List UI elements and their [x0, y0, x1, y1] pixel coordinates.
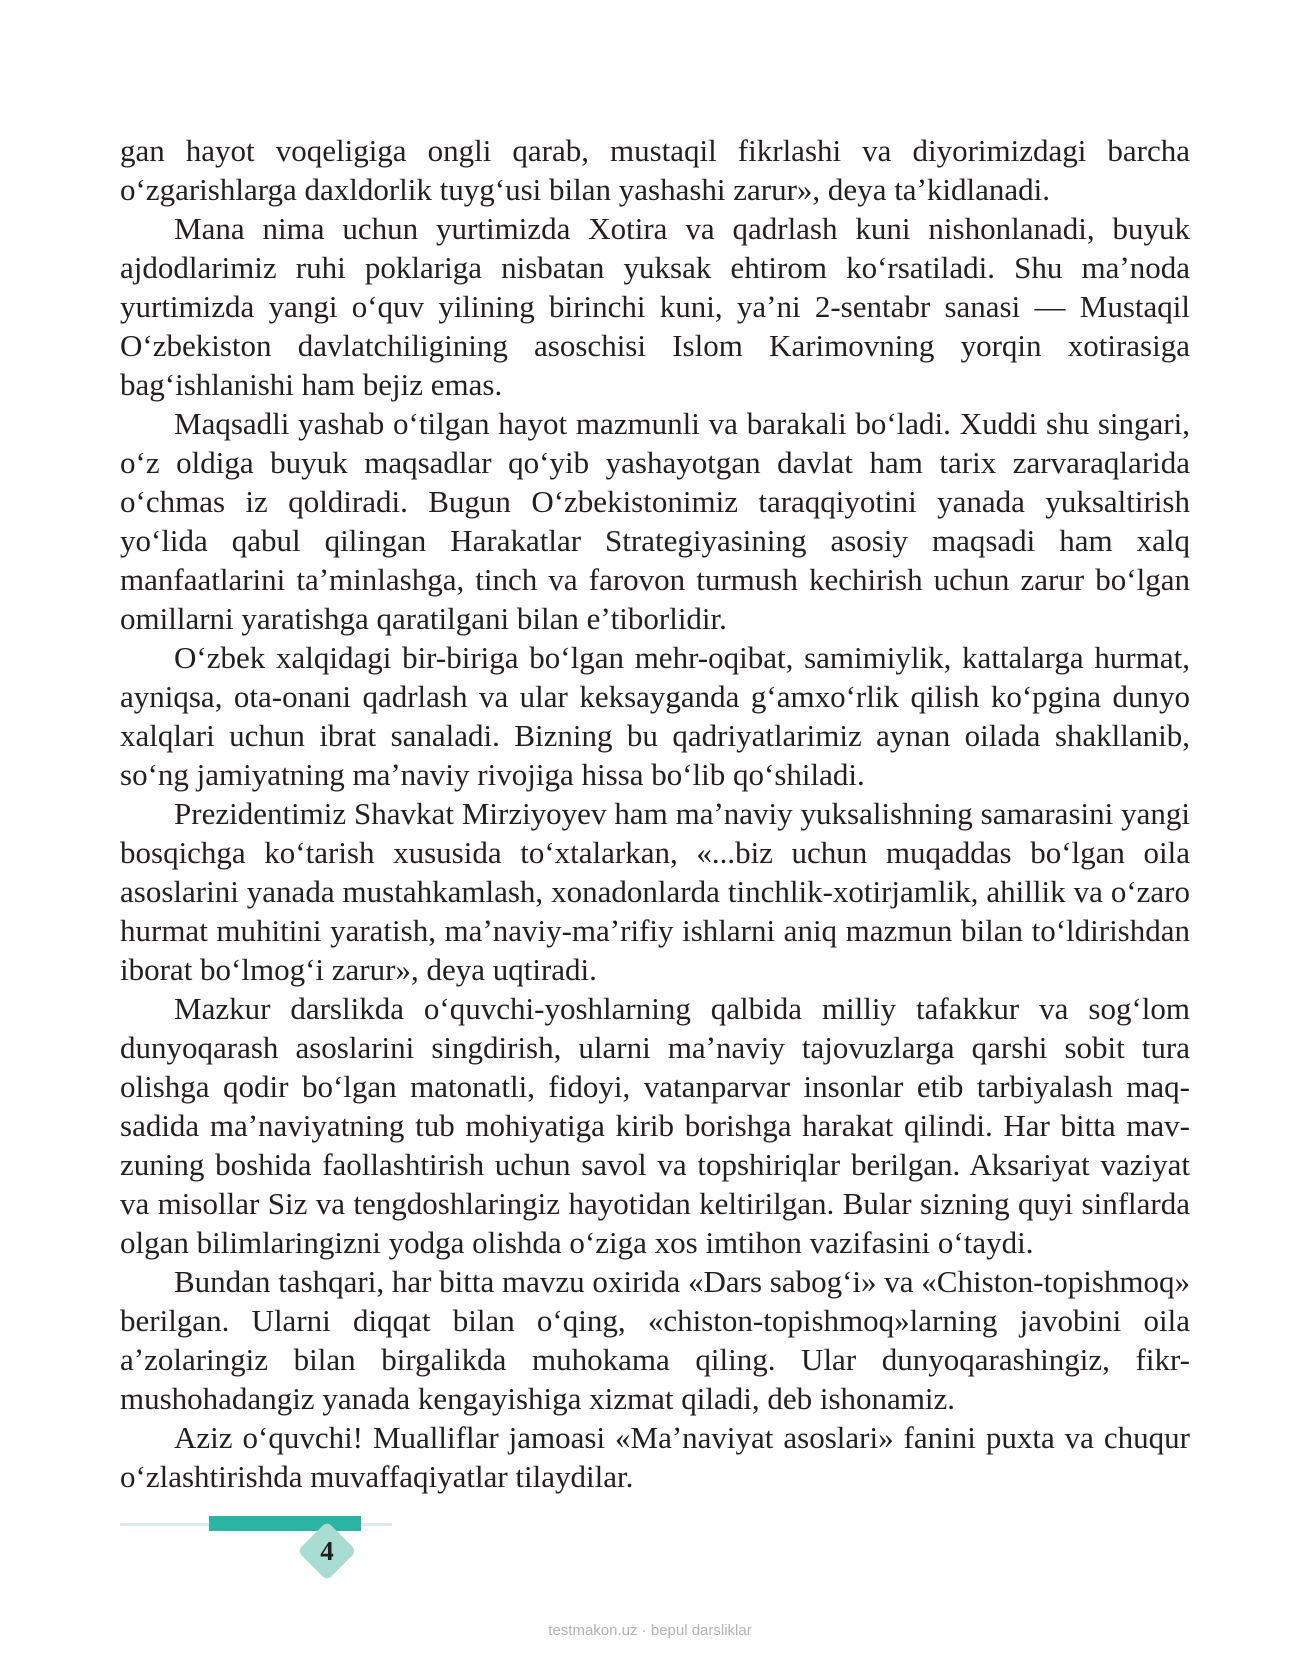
paragraph-1: gan hayot voqeligiga ongli qarab, mustaqil fikrlashi va diyorimizdagi barcha oʻzgarishlarga daxldorlik tuygʻusi bilan yashashi zarur», deya taʼkidlanadi.	[120, 133, 1190, 207]
page-number-badge	[298, 1522, 356, 1580]
paragraph-8: Aziz oʻquvchi! Mualliflar jamoasi «Maʼnaviyat asoslari» fanini puxta va chuqur oʻzlashtirishda muvaffaqiyatlar tilaydilar.	[120, 1420, 1190, 1494]
page-number: 4	[320, 1536, 334, 1566]
paragraph-6: Mazkur darslikda oʻquvchi-yoshlarning qalbida milliy tafakkur va sogʻlom dunyoqarash asoslarini singdirish, ularni maʼnaviy tajovuzlarga qarshi sobit tura olishga qodir boʻlgan matonatli, fidoyi, vatanparvar insonlar etib tarbiyalash maqsadida maʼnaviyatning tub mohiyatiga kirib borishga harakat qilindi. Har bitta mavzuning boshida faollashtirish uchun savol va topshiriqlar berilgan. Aksariyat vaziyat va misollar Siz va tengdoshlaringiz hayotidan keltirilgan. Bular sizning quyi sinflarda olgan bilimlaringizni yodga olishda oʻziga xos imtihon vazifasini oʻtaydi.	[120, 991, 1190, 1260]
paragraph-2: Mana nima uchun yurtimizda Xotira va qadrlash kuni nishonlanadi, buyuk ajdodlarimiz ruhi poklariga nisbatan yuksak ehtirom koʻrsatiladi. Shu maʼnoda yurtimizda yangi oʻquv yilining birinchi kuni, yaʼni 2-sentabr sanasi — Mustaqil Oʻzbekiston davlatchiligining asoschisi Islom Karimovning yorqin xotirasiga bagʻishlanishi ham bejiz emas.	[120, 211, 1190, 402]
body-text	[120, 131, 1190, 1496]
paragraph-5: Prezidentimiz Shavkat Mirziyoyev ham maʼnaviy yuksalishning samarasini yangi bosqichga koʻtarish xususida toʻxtalarkan, «...biz uchun muqaddas boʻlgan oila asoslarini yanada mustahkamlash, xonadonlarda tinchlik-xotirjamlik, ahillik va oʻzaro hurmat muhitini yaratish, maʼnaviy-maʼrifiy ishlarni aniq mazmun bilan toʻldirishdan iborat boʻlmogʻi zarur», deya uqtiradi.	[120, 796, 1190, 987]
paragraph-7: Bundan tashqari, har bitta mavzu oxirida «Dars sabogʻi» va «Chiston-topishmoq» berilgan. Ularni diqqat bilan oʻqing, «chiston-topishmoq»larning javobini oila aʼzolaringiz bilan birgalikda muhokama qiling. Ular dunyoqarashingiz, fikr-mushohadangiz yanada kengayishiga xizmat qiladi, deb ishonamiz.	[120, 1264, 1190, 1416]
watermark: testmakon.uz · bepul darsliklar	[548, 1622, 752, 1639]
paragraph-4: Oʻzbek xalqidagi bir-biriga boʻlgan mehr-oqibat, samimiylik, kattalarga hurmat, ayniqsa, ota-onani qadrlash va ular keksayganda gʻamxoʻrlik qilish koʻpgina dunyo xalqlari uchun ibrat sanaladi. Bizning bu qadriyatlarimiz aynan oilada shakllanib, soʻng jamiyatning maʼnaviy rivojiga hissa boʻlib qoʻshiladi.	[120, 640, 1190, 792]
paragraph-3: Maqsadli yashab oʻtilgan hayot mazmunli va barakali boʻladi. Xuddi shu singari, oʻz oldiga buyuk maqsadlar qoʻyib yashayotgan davlat ham tarix zarvaraqlarida oʻchmas iz qoldiradi. Bugun Oʻzbekistonimiz taraqqiyotini yanada yuksaltirish yoʻlida qabul qilingan Harakatlar Strategiyasining asosiy maqsadi ham xalq manfaatlarini taʼminlashga, tinch va farovon turmush kechirish uchun zarur boʻlgan omillarni yaratishga qaratilgani bilan eʼtiborlidir.	[120, 406, 1190, 636]
